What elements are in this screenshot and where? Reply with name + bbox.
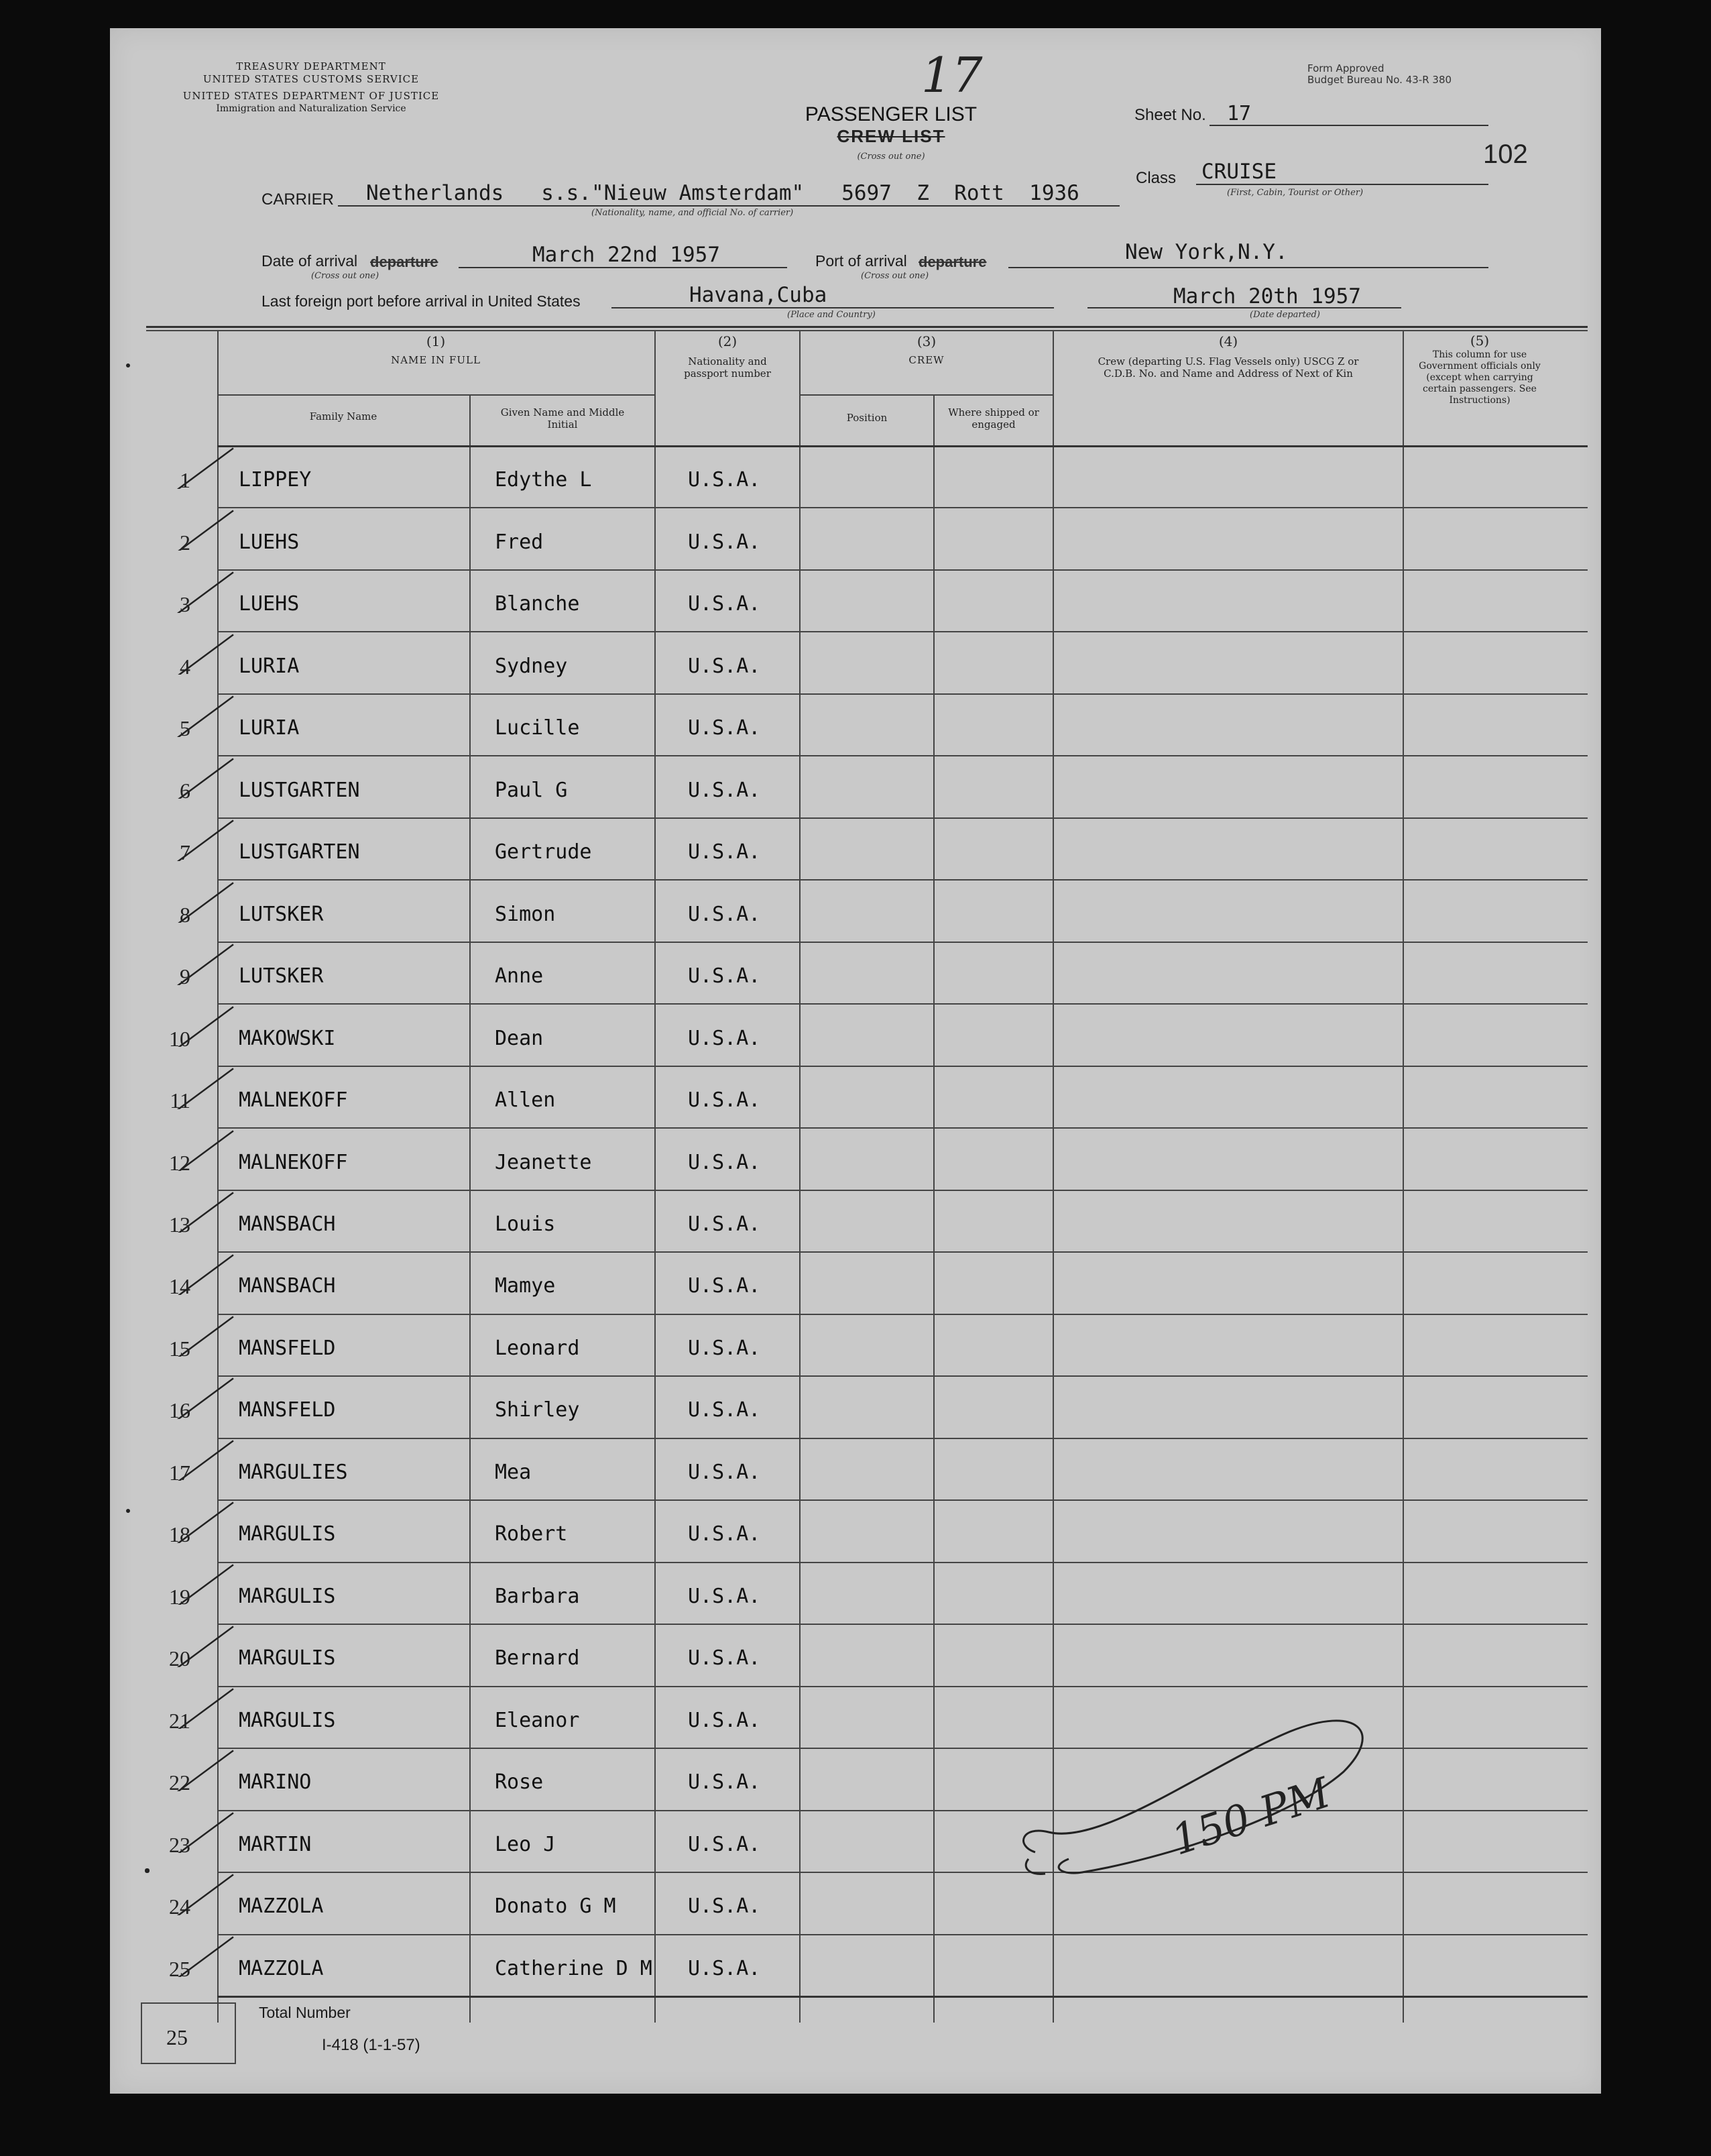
row-number: 17 <box>169 1460 190 1485</box>
nationality-cell: U.S.A. <box>688 468 761 492</box>
row-rule <box>217 1934 1588 1935</box>
handwritten-note: 150 PM <box>1165 1768 1336 1865</box>
given-name-cell: Allen <box>495 1088 556 1113</box>
passenger-list-sheet <box>110 28 1601 2094</box>
sheet-no-underline <box>1210 125 1488 126</box>
given-name-cell: Sydney <box>495 654 568 678</box>
check-mark-icon <box>148 1171 241 1233</box>
row-number: 23 <box>169 1832 190 1857</box>
row-rule <box>217 1562 1588 1563</box>
form-approved-block <box>1307 63 1452 86</box>
row-rule <box>217 817 1588 819</box>
table-row <box>110 1003 1601 1065</box>
row-rule <box>217 1375 1588 1377</box>
nationality-cell: U.S.A. <box>688 1336 761 1360</box>
row-number: 22 <box>169 1770 190 1795</box>
check-mark-icon <box>148 489 241 551</box>
arrival-cross-note: (Cross out one) <box>311 271 379 281</box>
check-mark-icon <box>148 1791 241 1853</box>
table-row <box>110 1562 1601 1624</box>
nationality-cell: U.S.A. <box>688 1522 761 1546</box>
row-number: 3 <box>180 592 190 617</box>
row-rule <box>217 942 1588 943</box>
row-number: 7 <box>180 840 190 865</box>
given-name-cell: Paul G <box>495 778 568 802</box>
family-name-cell: MALNEKOFF <box>239 1150 348 1174</box>
given-name-cell: Barbara <box>495 1584 580 1608</box>
table-row <box>110 942 1601 1003</box>
family-name-cell: MANSFELD <box>239 1398 336 1422</box>
col1-given-heading: Given Name and Middle Initial <box>500 406 625 431</box>
row-number: 20 <box>169 1646 190 1671</box>
table-top-rule-2 <box>146 330 1588 331</box>
col3-where-heading: Where shipped or engaged <box>948 406 1039 431</box>
crossed-crew-list: CREW LIST <box>837 126 945 146</box>
name-subhead-rule <box>217 394 654 396</box>
arrival-date-value: March 22nd 1957 <box>532 243 720 267</box>
check-mark-icon <box>148 1295 241 1357</box>
row-number: 15 <box>169 1336 190 1361</box>
row-rule <box>217 693 1588 695</box>
nationality-cell: U.S.A. <box>688 1770 761 1795</box>
page-number-stamp: 102 <box>1483 139 1528 169</box>
check-mark-icon <box>148 799 241 860</box>
row-number: 18 <box>169 1522 190 1547</box>
row-rule <box>217 755 1588 756</box>
family-name-cell: LUEHS <box>239 530 300 554</box>
col3-num: (3) <box>917 333 937 349</box>
last-port-note: (Place and Country) <box>787 310 876 320</box>
check-mark-icon <box>148 1481 241 1542</box>
row-rule <box>217 1003 1588 1005</box>
check-mark-icon <box>148 613 241 675</box>
title-cross-note: (Cross out one) <box>857 152 925 162</box>
total-label: Total Number <box>259 2004 351 2021</box>
table-row <box>110 569 1601 631</box>
table-row <box>110 1314 1601 1375</box>
nationality-cell: U.S.A. <box>688 778 761 802</box>
given-name-cell: Shirley <box>495 1398 580 1422</box>
nationality-cell: U.S.A. <box>688 654 761 678</box>
family-name-cell: MARGULIES <box>239 1460 348 1484</box>
nationality-cell: U.S.A. <box>688 1832 761 1856</box>
col1-heading <box>217 335 654 366</box>
given-name-cell: Mamye <box>495 1274 556 1298</box>
family-name-cell: MARTIN <box>239 1832 312 1856</box>
col3-heading <box>801 335 1053 366</box>
agency-block <box>150 60 472 115</box>
row-rule <box>217 1438 1588 1439</box>
given-name-cell: Eleanor <box>495 1708 580 1732</box>
check-mark-icon <box>148 1605 241 1666</box>
nationality-cell: U.S.A. <box>688 1088 761 1113</box>
nationality-cell: U.S.A. <box>688 530 761 554</box>
last-port-label: Last foreign port before arrival in United States <box>261 292 581 310</box>
family-name-cell: LIPPEY <box>239 468 312 492</box>
row-number: 8 <box>180 902 190 927</box>
check-mark-icon <box>148 1853 241 1915</box>
family-name-cell: MANSBACH <box>239 1212 336 1236</box>
table-row <box>110 1375 1601 1437</box>
row-number: 25 <box>169 1956 190 1981</box>
page-title: PASSENGER LIST <box>805 103 978 125</box>
nationality-cell: U.S.A. <box>688 1584 761 1608</box>
check-mark-icon <box>148 1543 241 1605</box>
check-mark-icon <box>148 985 241 1047</box>
margin-speck <box>145 1868 150 1873</box>
row-number: 16 <box>169 1398 190 1423</box>
row-number: 1 <box>180 468 190 493</box>
row-rule <box>217 1127 1588 1129</box>
margin-speck <box>126 363 130 367</box>
check-mark-icon <box>148 675 241 736</box>
row-rule <box>217 631 1588 632</box>
carrier-underline <box>338 205 1120 207</box>
sheet-no-label: Sheet No. <box>1134 106 1206 124</box>
nationality-cell: U.S.A. <box>688 964 761 988</box>
given-name-cell: Lucille <box>495 716 580 740</box>
family-name-cell: MARGULIS <box>239 1646 336 1670</box>
class-label: Class <box>1136 169 1177 187</box>
arrival-crossed-departure: departure <box>370 253 438 270</box>
family-name-cell: LUTSKER <box>239 964 324 988</box>
agency-line-justice: UNITED STATES DEPARTMENT OF JUSTICE <box>182 90 440 102</box>
check-mark-icon <box>148 1419 241 1481</box>
port-label: Port of arrival <box>815 252 907 270</box>
class-note: (First, Cabin, Tourist or Other) <box>1227 188 1364 198</box>
row-number: 6 <box>180 778 190 803</box>
family-name-cell: MARGULIS <box>239 1584 336 1608</box>
total-value: 25 <box>166 2025 188 2049</box>
check-mark-icon <box>148 923 241 984</box>
table-row <box>110 879 1601 941</box>
col5-heading <box>1404 335 1555 406</box>
family-name-cell: MARINO <box>239 1770 312 1795</box>
nationality-cell: U.S.A. <box>688 1398 761 1422</box>
row-number: 21 <box>169 1708 190 1733</box>
nationality-cell: U.S.A. <box>688 1150 761 1174</box>
table-row <box>110 1624 1601 1685</box>
given-name-cell: Gertrude <box>495 840 592 864</box>
check-mark-icon <box>148 1357 241 1418</box>
table-bottom-rule <box>217 1996 1588 1998</box>
family-name-cell: LUSTGARTEN <box>239 778 360 802</box>
form-code: I-418 (1-1-57) <box>322 2036 420 2054</box>
table-row <box>110 817 1601 879</box>
col4-num: (4) <box>1218 333 1238 349</box>
row-number: 12 <box>169 1150 190 1175</box>
port-value: New York,N.Y. <box>1125 240 1288 264</box>
col1-title: NAME IN FULL <box>391 354 481 366</box>
total-box <box>141 2002 236 2064</box>
given-name-cell: Jeanette <box>495 1150 592 1174</box>
given-name-cell: Dean <box>495 1026 544 1050</box>
row-number: 2 <box>180 530 190 555</box>
check-mark-icon <box>148 1915 241 1977</box>
port-cross-note: (Cross out one) <box>861 271 929 281</box>
family-name-cell: LURIA <box>239 716 300 740</box>
table-row <box>110 445 1601 507</box>
family-name-cell: MARGULIS <box>239 1708 336 1732</box>
form-approved-label: Form Approved <box>1307 62 1384 74</box>
given-name-cell: Leo J <box>495 1832 556 1856</box>
family-name-cell: MARGULIS <box>239 1522 336 1546</box>
check-mark-icon <box>148 427 241 488</box>
table-row <box>110 631 1601 693</box>
col3-position-heading: Position <box>846 412 888 424</box>
handwritten-sheet-number: 17 <box>921 47 983 103</box>
date-departed-underline <box>1087 307 1401 308</box>
given-name-cell: Anne <box>495 964 544 988</box>
row-number: 9 <box>180 964 190 989</box>
carrier-note: (Nationality, name, and official No. of carrier) <box>591 208 794 218</box>
table-row <box>110 1190 1601 1251</box>
nationality-cell: U.S.A. <box>688 840 761 864</box>
col5-num: (5) <box>1470 333 1490 349</box>
row-rule <box>217 569 1588 571</box>
row-number: 5 <box>180 716 190 741</box>
nationality-cell: U.S.A. <box>688 1956 761 1980</box>
last-port-value: Havana,Cuba <box>689 283 827 307</box>
check-mark-icon <box>148 737 241 799</box>
given-name-cell: Simon <box>495 902 556 926</box>
given-name-cell: Rose <box>495 1770 544 1795</box>
crew-subhead-rule <box>799 394 1053 396</box>
nationality-cell: U.S.A. <box>688 1212 761 1236</box>
margin-speck <box>126 1509 130 1513</box>
nationality-cell: U.S.A. <box>688 1026 761 1050</box>
table-row <box>110 507 1601 569</box>
nationality-cell: U.S.A. <box>688 902 761 926</box>
col2-num: (2) <box>717 333 738 349</box>
agency-line-customs: UNITED STATES CUSTOMS SERVICE <box>202 73 420 85</box>
table-row <box>110 1934 1601 1996</box>
last-port-underline <box>611 307 1054 308</box>
table-row <box>110 1499 1601 1561</box>
family-name-cell: MAZZOLA <box>239 1956 324 1980</box>
row-rule <box>217 1624 1588 1625</box>
row-number: 14 <box>169 1274 190 1299</box>
given-name-cell: Edythe L <box>495 468 592 492</box>
family-name-cell: LUTSKER <box>239 902 324 926</box>
row-number: 24 <box>169 1894 190 1919</box>
given-name-cell: Fred <box>495 530 544 554</box>
check-mark-icon <box>148 1109 241 1171</box>
family-name-cell: LUEHS <box>239 592 300 616</box>
given-name-cell: Catherine D M <box>495 1956 652 1980</box>
table-row <box>110 1438 1601 1499</box>
check-mark-icon <box>148 551 241 612</box>
class-underline <box>1196 184 1488 185</box>
row-number: 4 <box>180 654 190 679</box>
row-rule <box>217 1066 1588 1067</box>
class-value: CRUISE <box>1201 160 1277 184</box>
arrival-label: Date of arrival <box>261 252 358 270</box>
check-mark-icon <box>148 1667 241 1729</box>
date-departed-value: March 20th 1957 <box>1173 284 1361 308</box>
col2-title: Nationality and passport number <box>684 355 771 380</box>
nationality-cell: U.S.A. <box>688 1708 761 1732</box>
check-mark-icon <box>148 1729 241 1791</box>
budget-bureau-label: Budget Bureau No. 43-R 380 <box>1307 74 1452 86</box>
table-row <box>110 755 1601 817</box>
nationality-cell: U.S.A. <box>688 1460 761 1484</box>
row-number: 13 <box>169 1212 190 1237</box>
agency-line-ins: Immigration and Naturalization Service <box>216 103 406 114</box>
row-number: 11 <box>170 1088 190 1113</box>
given-name-cell: Mea <box>495 1460 532 1484</box>
nationality-cell: U.S.A. <box>688 1894 761 1919</box>
row-rule <box>217 879 1588 881</box>
col1-num: (1) <box>426 333 446 349</box>
col4-title: Crew (departing U.S. Flag Vessels only) USCG Z or C.D.B. No. and Name and Address of Next of Kin <box>1098 355 1359 380</box>
agency-line-treasury: TREASURY DEPARTMENT <box>236 60 386 72</box>
given-name-cell: Blanche <box>495 592 580 616</box>
col4-heading <box>1055 335 1401 380</box>
col3-title: CREW <box>908 354 945 366</box>
family-name-cell: MAZZOLA <box>239 1894 324 1919</box>
date-departed-note: (Date departed) <box>1250 310 1320 320</box>
col1-family-heading: Family Name <box>309 410 377 422</box>
port-crossed-departure: departure <box>919 253 987 270</box>
row-number: 10 <box>169 1026 190 1051</box>
given-name-cell: Leonard <box>495 1336 580 1360</box>
col2-heading <box>657 335 798 380</box>
arrival-underline <box>459 267 787 268</box>
nationality-cell: U.S.A. <box>688 1274 761 1298</box>
check-mark-icon <box>148 861 241 923</box>
table-top-rule <box>146 326 1588 328</box>
table-row <box>110 693 1601 755</box>
row-rule <box>217 1314 1588 1315</box>
given-name-cell: Donato G M <box>495 1894 616 1919</box>
family-name-cell: LUSTGARTEN <box>239 840 360 864</box>
row-rule <box>217 1686 1588 1687</box>
col5-title: This column for use Government officials only (except when carrying certain passengers. See Instructions) <box>1419 349 1541 406</box>
table-row <box>110 1066 1601 1127</box>
check-mark-icon <box>148 1047 241 1109</box>
given-name-cell: Bernard <box>495 1646 580 1670</box>
given-name-cell: Robert <box>495 1522 568 1546</box>
table-row <box>110 1127 1601 1189</box>
port-underline <box>1008 267 1488 268</box>
carrier-value: Netherlands s.s."Nieuw Amsterdam" 5697 Z Rott 1936 <box>366 181 1079 205</box>
row-rule <box>217 1499 1588 1501</box>
nationality-cell: U.S.A. <box>688 1646 761 1670</box>
given-name-cell: Louis <box>495 1212 556 1236</box>
family-name-cell: LURIA <box>239 654 300 678</box>
nationality-cell: U.S.A. <box>688 716 761 740</box>
carrier-label: CARRIER <box>261 190 335 209</box>
row-rule <box>217 1190 1588 1191</box>
family-name-cell: MANSFELD <box>239 1336 336 1360</box>
table-row <box>110 1251 1601 1313</box>
row-rule <box>217 1251 1588 1253</box>
nationality-cell: U.S.A. <box>688 592 761 616</box>
family-name-cell: MALNEKOFF <box>239 1088 348 1113</box>
check-mark-icon <box>148 1233 241 1295</box>
row-rule <box>217 507 1588 508</box>
family-name-cell: MANSBACH <box>239 1274 336 1298</box>
family-name-cell: MAKOWSKI <box>239 1026 336 1050</box>
sheet-no-value: 17 <box>1227 102 1252 125</box>
row-number: 19 <box>169 1584 190 1609</box>
